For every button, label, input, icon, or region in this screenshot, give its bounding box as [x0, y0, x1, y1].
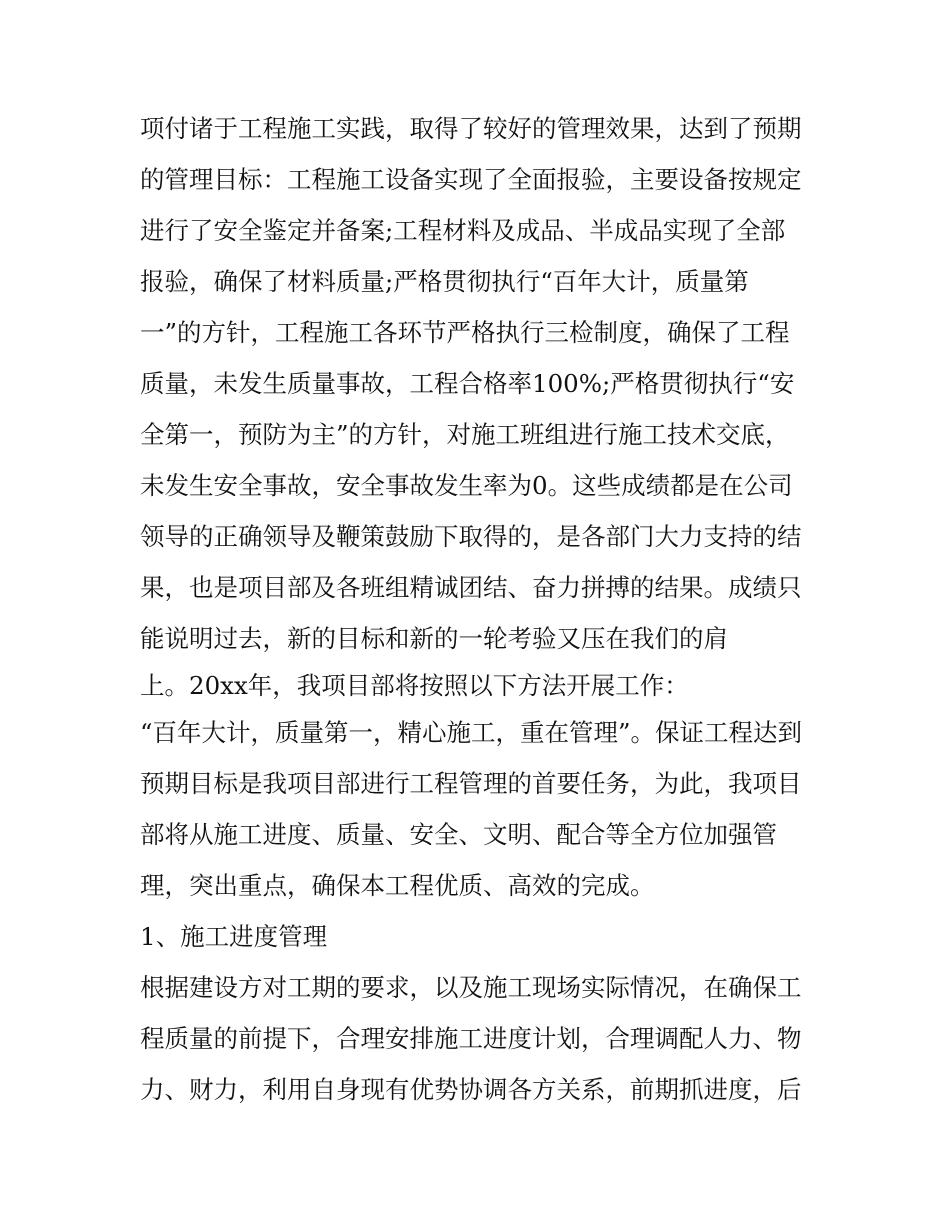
document-body: [140, 103, 820, 1115]
text-line: 根据建设方对工期的要求，以及施工现场实际情况，在确保工: [140, 973, 802, 1002]
text-line: 一”的方针，工程施工各环节严格执行三检制度，确保了工程: [140, 318, 790, 347]
text-line: 力、财力，利用自身现有优势协调各方关系，前期抓进度，后: [140, 1075, 802, 1104]
text-line: 程质量的前提下，合理安排施工进度计划，合理调配人力、物: [140, 1024, 802, 1053]
text-line: 理，突出重点，确保本工程优质、高效的完成。: [140, 871, 655, 900]
text-line: 果，也是项目部及各班组精诚团结、奋力拼搏的结果。成绩只: [140, 573, 802, 602]
text-line: 领导的正确领导及鞭策鼓励下取得的，是各部门大力支持的结: [140, 522, 802, 551]
text-line: 上。20xx年，我项目部将按照以下方法开展工作：: [140, 671, 689, 700]
text-line: 未发生安全事故，安全事故发生率为0。这些成绩都是在公司: [140, 471, 793, 500]
text-line: 预期目标是我项目部进行工程管理的首要任务，为此，我项目: [140, 769, 802, 798]
text-line: 报验，确保了材料质量;严格贯彻执行“百年大计，质量第: [140, 267, 749, 296]
text-line: “百年大计，质量第一，精心施工，重在管理”。保证工程达到: [140, 718, 803, 747]
text-line: 部将从施工进度、质量、安全、文明、配合等全方位加强管: [140, 820, 777, 849]
text-line: 全第一，预防为主”的方针，对施工班组进行施工技术交底，: [140, 420, 790, 449]
text-line: 的管理目标：工程施工设备实现了全面报验，主要设备按规定: [140, 165, 802, 194]
text-line: 能说明过去，新的目标和新的一轮考验又压在我们的肩: [140, 624, 728, 653]
text-line: 进行了安全鉴定并备案;工程材料及成品、半成品实现了全部: [140, 216, 786, 245]
text-line: 项付诸于工程施工实践，取得了较好的管理效果，达到了预期: [140, 114, 802, 143]
text-line: 质量，未发生质量事故，工程合格率100%;严格贯彻执行“安: [140, 369, 795, 398]
section-heading: 1、施工进度管理: [140, 922, 328, 951]
